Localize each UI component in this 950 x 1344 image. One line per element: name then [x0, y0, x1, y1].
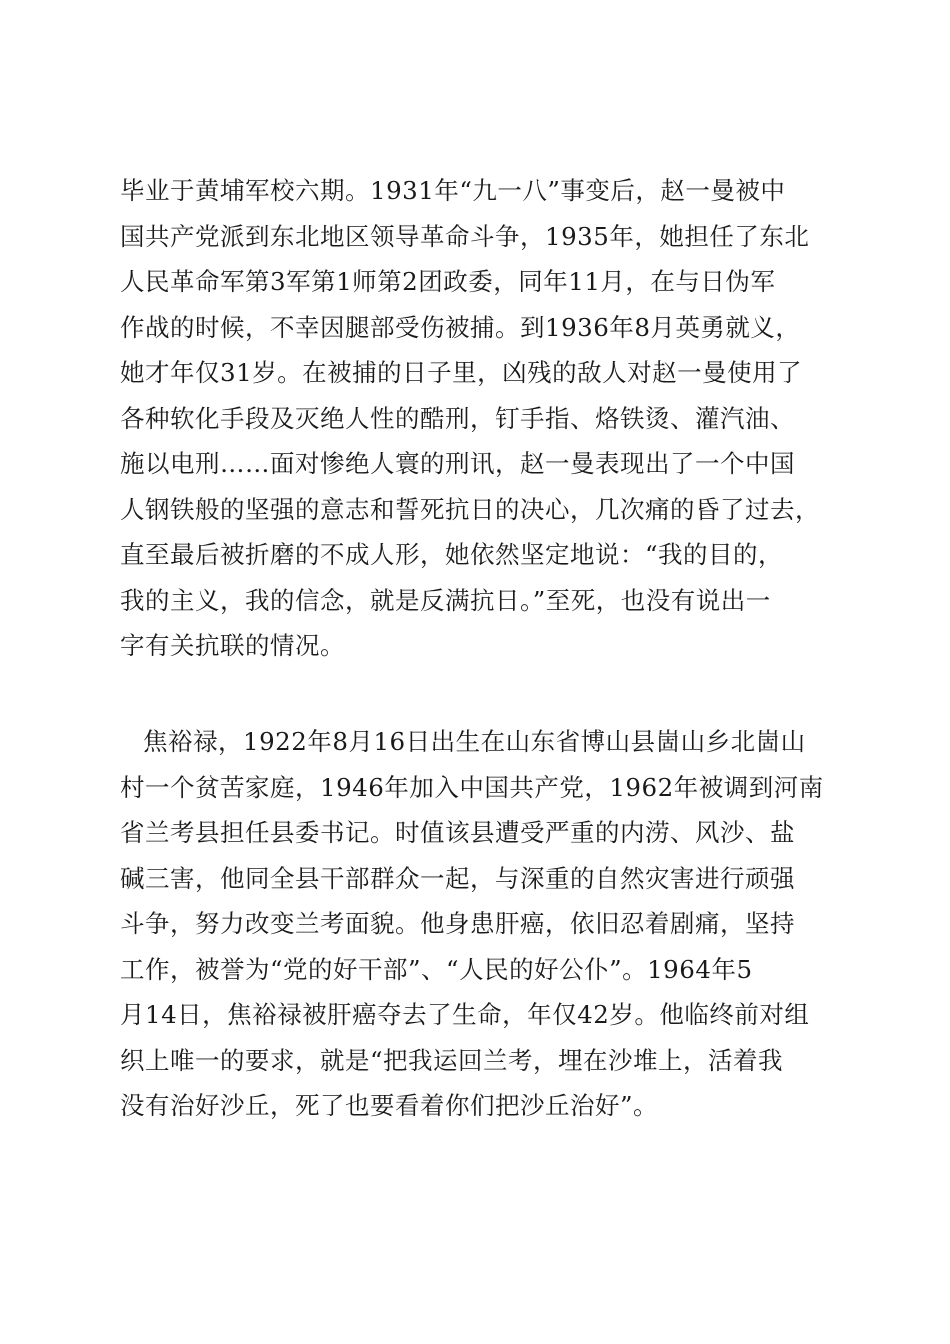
- text-line: 作战的时候，不幸因腿部受伤被捕。到1936年8月英勇就义，: [120, 312, 801, 342]
- text-line: 人民革命军第3军第1师第2团政委，同年11月，在与日伪军: [120, 267, 776, 296]
- text-line: 碱三害，他同全县干部群众一起，与深重的自然灾害进行顽强: [120, 863, 795, 893]
- text-line: 斗争，努力改变兰考面貌。他身患肝癌，依旧忍着剧痛，坚持: [120, 909, 795, 938]
- text-line: 村一个贫苦家庭，1946年加入中国共产党，1962年被调到河南: [120, 772, 824, 802]
- text-line: 人钢铁般的坚强的意志和誓死抗日的决心，几次痛的昏了过去，: [120, 494, 820, 524]
- paragraph-zhao-yiman: [120, 168, 840, 669]
- text-line: 织上唯一的要求，就是“把我运回兰考，埋在沙堆上，活着我: [120, 1045, 784, 1075]
- text-line: 工作，被誉为“党的好干部”、“人民的好公仆”。1964年5: [120, 954, 753, 984]
- paragraph-jiao-yulu: [120, 719, 840, 1129]
- text-line: 施以电刑……面对惨绝人寰的刑讯，赵一曼表现出了一个中国: [120, 449, 795, 478]
- text-line: 直至最后被折磨的不成人形，她依然坚定地说：“我的目的，: [120, 540, 784, 569]
- text-line: 各种软化手段及灭绝人性的酷刑，钉手指、烙铁烫、灌汽油、: [120, 403, 795, 433]
- text-line: 月14日，焦裕禄被肝癌夺去了生命，年仅42岁。他临终前对组: [120, 1000, 810, 1029]
- text-line: 字有关抗联的情况。: [120, 631, 345, 660]
- text-line: 她才年仅31岁。在被捕的日子里，凶残的敌人对赵一曼使用了: [120, 358, 803, 387]
- text-line: 没有治好沙丘，死了也要看着你们把沙丘治好”。: [120, 1091, 659, 1120]
- text-line: 国共产党派到东北地区领导革命斗争，1935年，她担任了东北: [120, 221, 810, 251]
- text-line: 我的主义，我的信念，就是反满抗日。”至死，也没有说出一: [120, 585, 771, 615]
- text-line: 省兰考县担任县委书记。时值该县遭受严重的内涝、风沙、盐: [120, 818, 795, 847]
- text-line-first: 焦裕禄，1922年8月16日出生在山东省博山县崮山乡北崮山: [143, 727, 806, 756]
- text-line: 毕业于黄埔军校六期。1931年“九一八”事变后，赵一曼被中: [120, 176, 786, 205]
